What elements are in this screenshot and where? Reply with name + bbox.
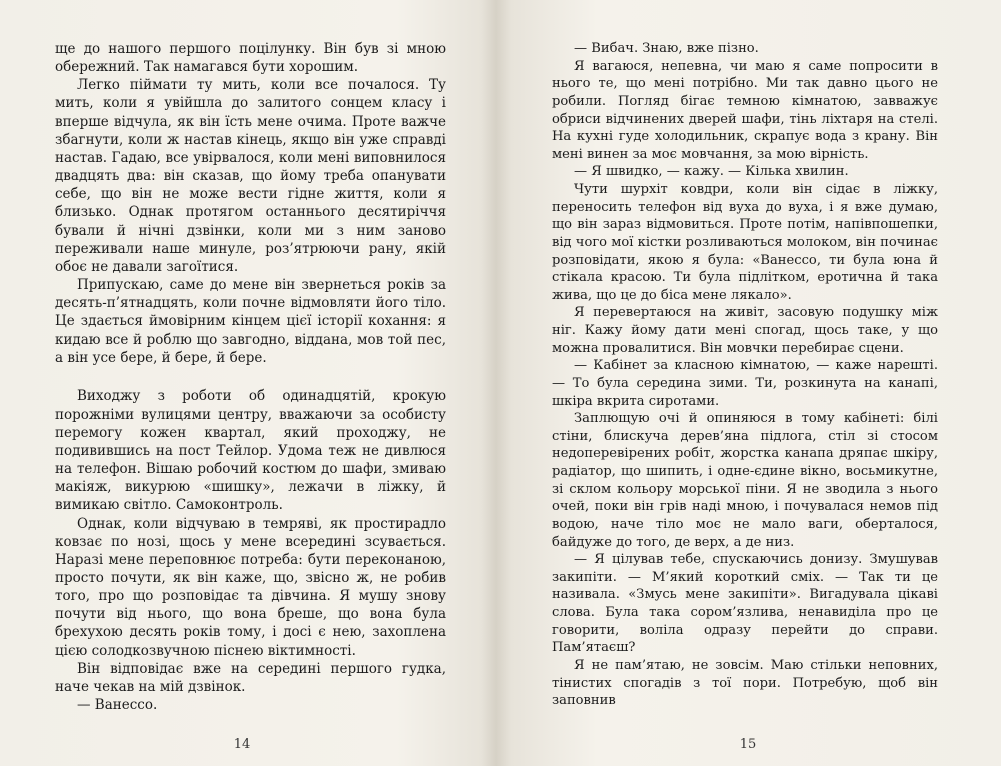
paragraph: Я вагаюся, непевна, чи маю я саме попросити в нього те, що мені потрібно. Ми так давно цього не робили. Погляд бігає темною кімнатою, завважує обриси відчинених дверей шафи, тінь ліхтаря на стелі. На кухні гуде холодильник, скрапує вода з крану. Він мені винен за моє мовчання, за мою вірність. bbox=[552, 58, 938, 162]
page-number: 15 bbox=[739, 737, 757, 752]
left-page-text bbox=[55, 40, 446, 714]
paragraph: — Вибач. Знаю, вже пізно. bbox=[574, 41, 759, 56]
paragraph: Заплющую очі й опиняюся в тому кабінеті: білі стіни, блискуча дерев’яна підлога, стіл зі стосом недоперевірених робіт, жорстка канапа дряпає шкіру, радіатор, що шипить, і одне-єдине вікно, восьмикутне, зі склом кольору морської піни. Я не зводила з нього очей, поки він грів наді мною, і почувалася немов під водою, наче тіло моє не мало ваги, оберталося, байдуже до того, де верх, а де низ. bbox=[552, 411, 938, 550]
paragraph: Припускаю, саме до мене він звернеться років за десять-п’ятнадцять, коли почне відмовляти його тіло. Це здається ймовірним кінцем цієї історії кохання: я кидаю все й роблю що завгодно, віддана, мов той пес, а він усе бере, й бере, й бере. bbox=[55, 277, 446, 366]
right-page bbox=[496, 0, 1001, 766]
left-page bbox=[0, 0, 496, 766]
paragraph: — Я швидко, — кажу. — Кілька хвилин. bbox=[574, 164, 849, 180]
paragraph: — Я цілував тебе, спускаючись донизу. Змушував закипіти. — М’який короткий сміх. — Так ти це називала. «Змусь мене закипіти». Вигадувала цікаві слова. Була така сором’язлива, ненавиділа про це говорити, воліла одразу перейти до справи. Пам’ятаєш? bbox=[552, 552, 938, 656]
page-number: 14 bbox=[233, 737, 251, 752]
paragraph: Виходжу з роботи об одинадцятій, крокую порожніми вулицями центру, вважаючи за особисту перемогу кожен квартал, який проходжу, не подивившись на пост Тейлор. Удома теж не дивлюся на телефон. Вішаю робочий костюм до шафи, змиваю макіяж, викурюю «шишку», лежачи в ліжку, й вимикаю світло. Самоконтроль. bbox=[55, 388, 446, 514]
paragraph: ще до нашого першого поцілунку. Він був зі мною обережний. Так намагався бути хорошим. bbox=[55, 41, 446, 76]
paragraph: Однак, коли відчуваю в темряві, як простирадло ковзає по нозі, щось у мене всередині зсувається. Наразі мене переповнює потреба: бути переконаною, просто почути, як він каже, що, звісно ж, не робив того, про що розповідає та дівчина. Я мушу знову почути від нього, що вона бреше, що вона була брехухою десять років тому, і досі є нею, захоплена цією солодкозвучною піснею віктимності. bbox=[55, 515, 446, 659]
paragraph: Він відповідає вже на середині першого гудка, наче чекав на мій дзвінок. bbox=[55, 660, 446, 695]
right-page-text bbox=[552, 40, 938, 710]
paragraph: — Ванессо. bbox=[77, 697, 158, 714]
paragraph: Я не пам’ятаю, не зовсім. Маю стільки неповних, тінистих спогадів з тої пори. Потребую, щоб він заповнив bbox=[552, 657, 938, 709]
paragraph: — Кабінет за класною кімнатою, — каже нарешті. — То була середина зими. Ти, розкинута на канапі, шкіра вкрита сиротами. bbox=[552, 358, 938, 409]
paragraph: Чути шурхіт ковдри, коли він сідає в ліжку, переносить телефон від вуха до вуха, і я вже думаю, що він зараз відмовиться. Проте потім, напівпошепки, від чого мої кістки розливаються молоком, він починає розповідати, якою я була: «Ванессо, ти була юна й стікала красою. Ти була підлітком, еротична й така жива, що це до біса мене лякало». bbox=[552, 182, 938, 303]
paragraph: Я перевертаюся на живіт, засовую подушку між ніг. Кажу йому дати мені спогад, щось таке, у що можна провалитися. Він мовчки перебирає сцени. bbox=[552, 305, 938, 356]
paragraph: Легко піймати ту мить, коли все почалося. Ту мить, коли я увійшла до залитого сонцем класу і вперше відчула, як він їсть мене очима. Проте важче збагнути, коли ж настав кінець, якщо він уже справді настав. Гадаю, все увірвалося, коли мені виповнилося двадцять два: він сказав, що йому треба опанувати себе, що він не може вести гідне життя, коли я близько. Однак протягом останнього десятиріччя бували й нічні дзвінки, коли ми з ним заново переживали наше минуле, роз’ятрюючи рану, якій обоє не давали загоїтися. bbox=[55, 77, 446, 275]
